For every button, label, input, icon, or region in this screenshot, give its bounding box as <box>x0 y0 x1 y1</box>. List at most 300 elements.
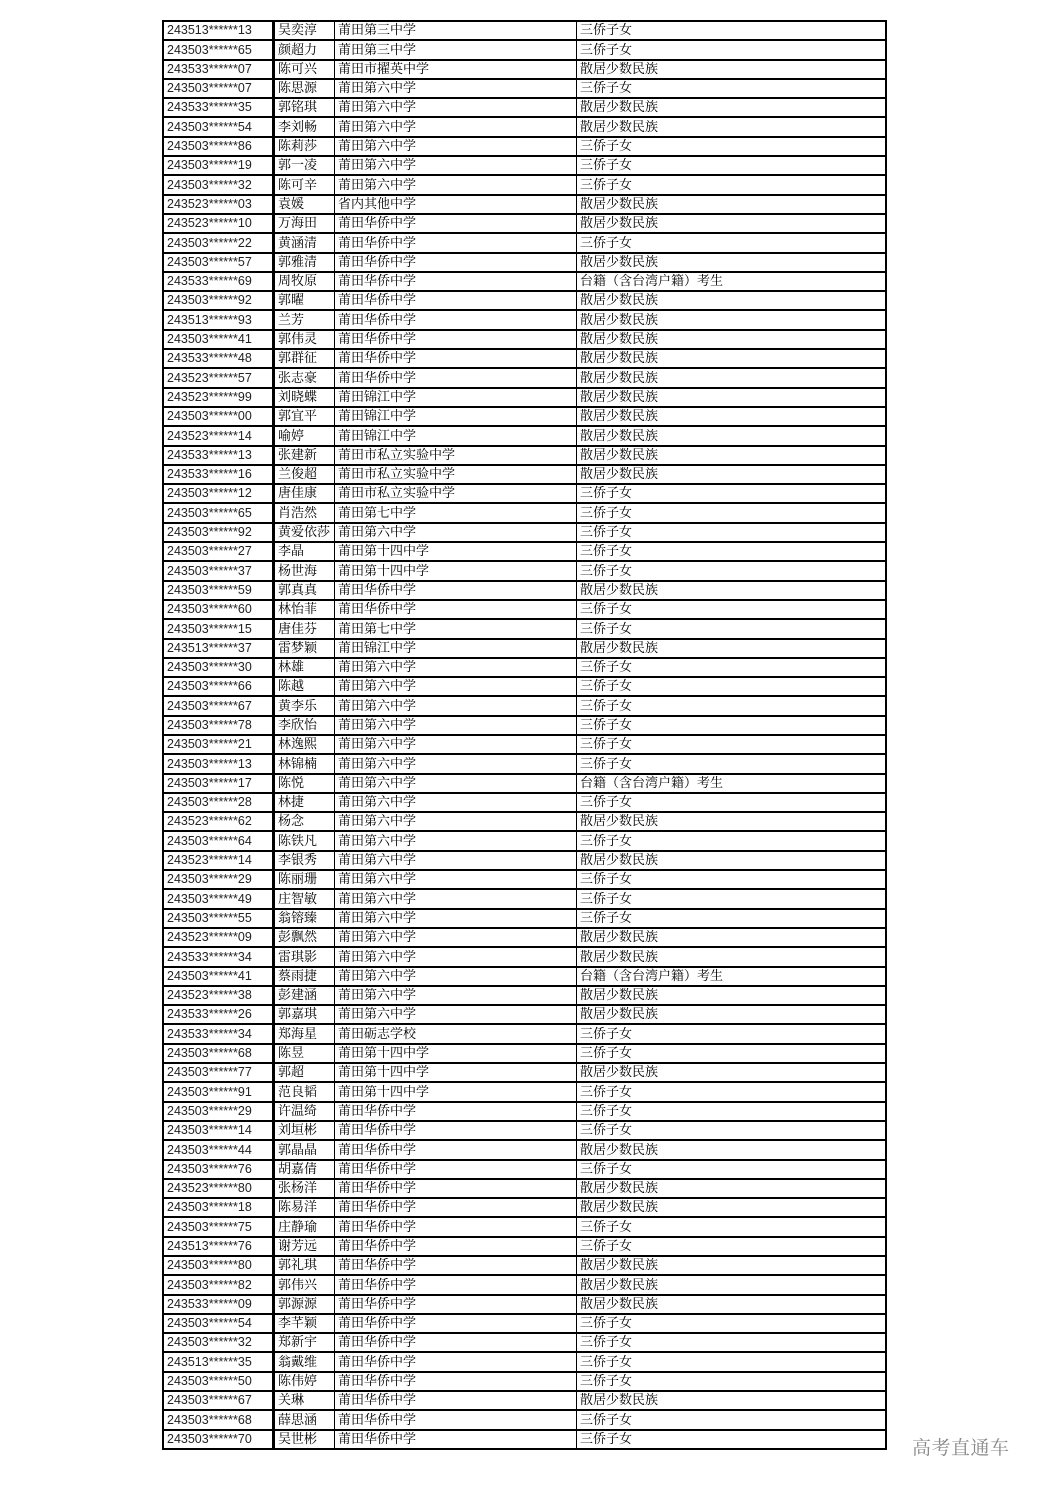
student-name-cell: 郭礼琪 <box>274 1256 335 1275</box>
student-name-cell: 陈铁凡 <box>274 831 335 850</box>
candidate-id-cell: 243523******38 <box>163 986 274 1005</box>
student-name-cell: 陈丽珊 <box>274 870 335 889</box>
table-row <box>163 523 886 542</box>
student-name-cell: 陈悦 <box>274 774 335 793</box>
category-cell: 三侨子女 <box>577 175 887 194</box>
category-cell: 三侨子女 <box>577 503 887 522</box>
candidate-id-cell: 243523******14 <box>163 426 274 445</box>
candidate-id-cell: 243503******55 <box>163 909 274 928</box>
student-name-cell: 周牧原 <box>274 272 335 291</box>
table-row <box>163 1140 886 1159</box>
table-row <box>163 1237 886 1256</box>
candidate-id-cell: 243503******37 <box>163 561 274 580</box>
table-row <box>163 754 886 773</box>
table-row <box>163 310 886 329</box>
school-cell: 莆田第六中学 <box>335 98 577 117</box>
student-name-cell: 郑新宇 <box>274 1333 335 1352</box>
student-name-cell: 庄静瑜 <box>274 1217 335 1236</box>
student-name-cell: 李晶 <box>274 542 335 561</box>
candidate-id-cell: 243523******57 <box>163 368 274 387</box>
student-name-cell: 颜超力 <box>274 40 335 59</box>
candidate-id-cell: 243503******92 <box>163 291 274 310</box>
table-row <box>163 774 886 793</box>
category-cell: 散居少数民族 <box>577 388 887 407</box>
candidate-id-cell: 243513******76 <box>163 1237 274 1256</box>
school-cell: 莆田华侨中学 <box>335 1217 577 1236</box>
candidate-id-cell: 243503******49 <box>163 889 274 908</box>
category-cell: 三侨子女 <box>577 658 887 677</box>
school-cell: 莆田华侨中学 <box>335 1333 577 1352</box>
category-cell: 三侨子女 <box>577 909 887 928</box>
candidate-table <box>162 20 887 1450</box>
category-cell: 三侨子女 <box>577 600 887 619</box>
candidate-id-cell: 243503******07 <box>163 79 274 98</box>
school-cell: 莆田市私立实验中学 <box>335 465 577 484</box>
school-cell: 莆田第六中学 <box>335 677 577 696</box>
table-row <box>163 1372 886 1391</box>
table-row <box>163 60 886 79</box>
category-cell: 三侨子女 <box>577 1410 887 1429</box>
candidate-id-cell: 243503******75 <box>163 1217 274 1236</box>
student-name-cell: 郭一凌 <box>274 156 335 175</box>
category-cell: 三侨子女 <box>577 523 887 542</box>
student-name-cell: 雷琪影 <box>274 947 335 966</box>
school-cell: 莆田华侨中学 <box>335 581 577 600</box>
table-row <box>163 889 886 908</box>
student-name-cell: 张杨洋 <box>274 1179 335 1198</box>
table-row <box>163 793 886 812</box>
table-row <box>163 426 886 445</box>
student-name-cell: 黄涵清 <box>274 233 335 252</box>
school-cell: 莆田华侨中学 <box>335 1372 577 1391</box>
table-row <box>163 195 886 214</box>
category-cell: 三侨子女 <box>577 1044 887 1063</box>
student-name-cell: 李银秀 <box>274 851 335 870</box>
school-cell: 莆田第六中学 <box>335 909 577 928</box>
school-cell: 莆田第六中学 <box>335 523 577 542</box>
student-name-cell: 薛思涵 <box>274 1410 335 1429</box>
table-row <box>163 561 886 580</box>
table-row <box>163 1275 886 1294</box>
table-row <box>163 1179 886 1198</box>
candidate-id-cell: 243503******27 <box>163 542 274 561</box>
school-cell: 莆田第六中学 <box>335 947 577 966</box>
category-cell: 三侨子女 <box>577 542 887 561</box>
school-cell: 莆田第六中学 <box>335 967 577 986</box>
candidate-id-cell: 243523******09 <box>163 928 274 947</box>
candidate-id-cell: 243533******16 <box>163 465 274 484</box>
student-name-cell: 陈莉莎 <box>274 137 335 156</box>
category-cell: 台籍（含台湾户籍）考生 <box>577 967 887 986</box>
table-row <box>163 484 886 503</box>
school-cell: 省内其他中学 <box>335 195 577 214</box>
table-row <box>163 1295 886 1314</box>
category-cell: 三侨子女 <box>577 1102 887 1121</box>
table-row <box>163 716 886 735</box>
category-cell: 三侨子女 <box>577 831 887 850</box>
candidate-id-cell: 243503******59 <box>163 581 274 600</box>
table-row <box>163 156 886 175</box>
table-row <box>163 619 886 638</box>
school-cell: 莆田华侨中学 <box>335 1179 577 1198</box>
student-name-cell: 张建新 <box>274 446 335 465</box>
category-cell: 三侨子女 <box>577 40 887 59</box>
table-row <box>163 233 886 252</box>
school-cell: 莆田第六中学 <box>335 696 577 715</box>
category-cell: 三侨子女 <box>577 156 887 175</box>
candidate-table-body <box>163 21 886 1449</box>
student-name-cell: 黄爱依莎 <box>274 523 335 542</box>
category-cell: 散居少数民族 <box>577 349 887 368</box>
candidate-id-cell: 243513******35 <box>163 1352 274 1371</box>
category-cell: 三侨子女 <box>577 619 887 638</box>
student-name-cell: 庄智敏 <box>274 889 335 908</box>
table-row <box>163 1024 886 1043</box>
category-cell: 散居少数民族 <box>577 98 887 117</box>
candidate-id-cell: 243503******41 <box>163 967 274 986</box>
school-cell: 莆田第六中学 <box>335 175 577 194</box>
candidate-id-cell: 243503******92 <box>163 523 274 542</box>
candidate-id-cell: 243503******14 <box>163 1121 274 1140</box>
school-cell: 莆田第十四中学 <box>335 1082 577 1101</box>
candidate-id-cell: 243503******29 <box>163 1102 274 1121</box>
table-row <box>163 253 886 272</box>
candidate-id-cell: 243503******70 <box>163 1430 274 1449</box>
student-name-cell: 张志豪 <box>274 368 335 387</box>
candidate-id-cell: 243533******69 <box>163 272 274 291</box>
category-cell: 三侨子女 <box>577 1160 887 1179</box>
category-cell: 散居少数民族 <box>577 310 887 329</box>
table-row <box>163 1121 886 1140</box>
category-cell: 三侨子女 <box>577 870 887 889</box>
school-cell: 莆田华侨中学 <box>335 1256 577 1275</box>
candidate-id-cell: 243503******68 <box>163 1410 274 1429</box>
table-row <box>163 1391 886 1410</box>
candidate-id-cell: 243503******64 <box>163 831 274 850</box>
candidate-id-cell: 243503******76 <box>163 1160 274 1179</box>
table-row <box>163 831 886 850</box>
student-name-cell: 万海田 <box>274 214 335 233</box>
candidate-id-cell: 243503******44 <box>163 1140 274 1159</box>
school-cell: 莆田华侨中学 <box>335 1237 577 1256</box>
table-row <box>163 291 886 310</box>
candidate-id-cell: 243503******32 <box>163 1333 274 1352</box>
student-name-cell: 郭宜平 <box>274 407 335 426</box>
school-cell: 莆田锦江中学 <box>335 388 577 407</box>
table-row <box>163 581 886 600</box>
category-cell: 三侨子女 <box>577 233 887 252</box>
school-cell: 莆田砺志学校 <box>335 1024 577 1043</box>
student-name-cell: 陈可兴 <box>274 60 335 79</box>
watermark: 高考直通车 <box>912 1437 1010 1459</box>
student-name-cell: 翁戴维 <box>274 1352 335 1371</box>
category-cell: 三侨子女 <box>577 1217 887 1236</box>
candidate-id-cell: 243503******12 <box>163 484 274 503</box>
student-name-cell: 黄李乐 <box>274 696 335 715</box>
category-cell: 三侨子女 <box>577 79 887 98</box>
candidate-id-cell: 243503******91 <box>163 1082 274 1101</box>
category-cell: 三侨子女 <box>577 793 887 812</box>
table-row <box>163 542 886 561</box>
school-cell: 莆田第六中学 <box>335 117 577 136</box>
category-cell: 三侨子女 <box>577 1352 887 1371</box>
candidate-id-cell: 243533******48 <box>163 349 274 368</box>
student-name-cell: 郑海星 <box>274 1024 335 1043</box>
category-cell: 散居少数民族 <box>577 426 887 445</box>
table-row <box>163 1217 886 1236</box>
candidate-id-cell: 243503******67 <box>163 696 274 715</box>
student-name-cell: 雷梦颖 <box>274 639 335 658</box>
student-name-cell: 彭建涵 <box>274 986 335 1005</box>
category-cell: 台籍（含台湾户籍）考生 <box>577 272 887 291</box>
candidate-id-cell: 243503******28 <box>163 793 274 812</box>
candidate-id-cell: 243503******60 <box>163 600 274 619</box>
candidate-id-cell: 243523******03 <box>163 195 274 214</box>
school-cell: 莆田第六中学 <box>335 716 577 735</box>
category-cell: 散居少数民族 <box>577 117 887 136</box>
student-name-cell: 兰俊超 <box>274 465 335 484</box>
school-cell: 莆田第六中学 <box>335 1005 577 1024</box>
candidate-id-cell: 243513******13 <box>163 21 274 40</box>
student-name-cell: 林怡菲 <box>274 600 335 619</box>
table-row <box>163 388 886 407</box>
school-cell: 莆田锦江中学 <box>335 426 577 445</box>
candidate-id-cell: 243503******15 <box>163 619 274 638</box>
student-name-cell: 郭铭琪 <box>274 98 335 117</box>
student-name-cell: 彭飘然 <box>274 928 335 947</box>
table-row <box>163 1410 886 1429</box>
table-row <box>163 1256 886 1275</box>
category-cell: 散居少数民族 <box>577 195 887 214</box>
table-row <box>163 40 886 59</box>
table-row <box>163 870 886 889</box>
student-name-cell: 谢芳远 <box>274 1237 335 1256</box>
table-row <box>163 677 886 696</box>
student-name-cell: 郭伟灵 <box>274 330 335 349</box>
category-cell: 散居少数民族 <box>577 446 887 465</box>
category-cell: 散居少数民族 <box>577 1198 887 1217</box>
student-name-cell: 刘晓蝶 <box>274 388 335 407</box>
student-name-cell: 陈越 <box>274 677 335 696</box>
student-name-cell: 喻婷 <box>274 426 335 445</box>
category-cell: 散居少数民族 <box>577 1275 887 1294</box>
school-cell: 莆田华侨中学 <box>335 214 577 233</box>
table-row <box>163 368 886 387</box>
student-name-cell: 唐佳芬 <box>274 619 335 638</box>
school-cell: 莆田第十四中学 <box>335 542 577 561</box>
category-cell: 三侨子女 <box>577 1237 887 1256</box>
school-cell: 莆田第六中学 <box>335 156 577 175</box>
candidate-id-cell: 243503******82 <box>163 1275 274 1294</box>
table-row <box>163 600 886 619</box>
category-cell: 散居少数民族 <box>577 812 887 831</box>
table-row <box>163 658 886 677</box>
category-cell: 散居少数民族 <box>577 465 887 484</box>
candidate-id-cell: 243503******67 <box>163 1391 274 1410</box>
school-cell: 莆田第七中学 <box>335 619 577 638</box>
table-row <box>163 696 886 715</box>
student-name-cell: 关琳 <box>274 1391 335 1410</box>
category-cell: 三侨子女 <box>577 137 887 156</box>
school-cell: 莆田华侨中学 <box>335 291 577 310</box>
school-cell: 莆田华侨中学 <box>335 1295 577 1314</box>
school-cell: 莆田第六中学 <box>335 774 577 793</box>
student-name-cell: 许温绮 <box>274 1102 335 1121</box>
candidate-id-cell: 243503******54 <box>163 1314 274 1333</box>
category-cell: 三侨子女 <box>577 1430 887 1449</box>
candidate-id-cell: 243533******35 <box>163 98 274 117</box>
candidate-id-cell: 243503******13 <box>163 754 274 773</box>
table-row <box>163 98 886 117</box>
table-row <box>163 1314 886 1333</box>
school-cell: 莆田华侨中学 <box>335 1352 577 1371</box>
student-name-cell: 林逸熙 <box>274 735 335 754</box>
category-cell: 散居少数民族 <box>577 60 887 79</box>
school-cell: 莆田华侨中学 <box>335 1121 577 1140</box>
category-cell: 三侨子女 <box>577 1121 887 1140</box>
school-cell: 莆田第三中学 <box>335 21 577 40</box>
table-row <box>163 349 886 368</box>
table-row <box>163 272 886 291</box>
category-cell: 三侨子女 <box>577 735 887 754</box>
candidate-id-cell: 243503******32 <box>163 175 274 194</box>
student-name-cell: 陈可辛 <box>274 175 335 194</box>
candidate-id-cell: 243533******09 <box>163 1295 274 1314</box>
school-cell: 莆田第六中学 <box>335 79 577 98</box>
table-row <box>163 465 886 484</box>
table-row <box>163 812 886 831</box>
category-cell: 散居少数民族 <box>577 928 887 947</box>
school-cell: 莆田华侨中学 <box>335 1391 577 1410</box>
student-name-cell: 郭真真 <box>274 581 335 600</box>
school-cell: 莆田第七中学 <box>335 503 577 522</box>
student-name-cell: 郭雅清 <box>274 253 335 272</box>
school-cell: 莆田华侨中学 <box>335 1102 577 1121</box>
student-name-cell: 刘垣彬 <box>274 1121 335 1140</box>
student-name-cell: 杨念 <box>274 812 335 831</box>
table-row <box>163 1160 886 1179</box>
category-cell: 散居少数民族 <box>577 330 887 349</box>
table-row <box>163 1063 886 1082</box>
table-row <box>163 1005 886 1024</box>
candidate-id-cell: 243523******80 <box>163 1179 274 1198</box>
student-name-cell: 吴世彬 <box>274 1430 335 1449</box>
student-name-cell: 郭晶晶 <box>274 1140 335 1159</box>
table-row <box>163 967 886 986</box>
candidate-id-cell: 243503******17 <box>163 774 274 793</box>
candidate-id-cell: 243503******77 <box>163 1063 274 1082</box>
school-cell: 莆田第六中学 <box>335 889 577 908</box>
category-cell: 散居少数民族 <box>577 1256 887 1275</box>
school-cell: 莆田华侨中学 <box>335 1314 577 1333</box>
table-row <box>163 21 886 40</box>
category-cell: 三侨子女 <box>577 1333 887 1352</box>
category-cell: 三侨子女 <box>577 716 887 735</box>
candidate-id-cell: 243503******57 <box>163 253 274 272</box>
student-name-cell: 郭群征 <box>274 349 335 368</box>
candidate-id-cell: 243503******65 <box>163 503 274 522</box>
school-cell: 莆田华侨中学 <box>335 1275 577 1294</box>
candidate-id-cell: 243533******34 <box>163 947 274 966</box>
table-row <box>163 1333 886 1352</box>
school-cell: 莆田第六中学 <box>335 831 577 850</box>
school-cell: 莆田锦江中学 <box>335 639 577 658</box>
table-row <box>163 947 886 966</box>
student-name-cell: 郭嘉琪 <box>274 1005 335 1024</box>
candidate-id-cell: 243503******50 <box>163 1372 274 1391</box>
candidate-id-cell: 243503******22 <box>163 233 274 252</box>
student-name-cell: 郭超 <box>274 1063 335 1082</box>
school-cell: 莆田第六中学 <box>335 137 577 156</box>
category-cell: 散居少数民族 <box>577 407 887 426</box>
student-name-cell: 林雄 <box>274 658 335 677</box>
table-row <box>163 330 886 349</box>
student-name-cell: 翁镕臻 <box>274 909 335 928</box>
table-row <box>163 137 886 156</box>
candidate-id-cell: 243503******86 <box>163 137 274 156</box>
school-cell: 莆田第十四中学 <box>335 1044 577 1063</box>
category-cell: 三侨子女 <box>577 21 887 40</box>
candidate-id-cell: 243533******34 <box>163 1024 274 1043</box>
school-cell: 莆田华侨中学 <box>335 1160 577 1179</box>
candidate-id-cell: 243513******37 <box>163 639 274 658</box>
candidate-id-cell: 243533******26 <box>163 1005 274 1024</box>
category-cell: 散居少数民族 <box>577 291 887 310</box>
student-name-cell: 兰芳 <box>274 310 335 329</box>
student-name-cell: 林捷 <box>274 793 335 812</box>
category-cell: 三侨子女 <box>577 1372 887 1391</box>
student-name-cell: 胡嘉倩 <box>274 1160 335 1179</box>
category-cell: 散居少数民族 <box>577 253 887 272</box>
table-row <box>163 1082 886 1101</box>
student-name-cell: 陈昱 <box>274 1044 335 1063</box>
school-cell: 莆田华侨中学 <box>335 233 577 252</box>
student-name-cell: 范良韬 <box>274 1082 335 1101</box>
table-row <box>163 1352 886 1371</box>
candidate-id-cell: 243533******07 <box>163 60 274 79</box>
school-cell: 莆田第六中学 <box>335 928 577 947</box>
school-cell: 莆田第六中学 <box>335 851 577 870</box>
candidate-id-cell: 243523******10 <box>163 214 274 233</box>
category-cell: 三侨子女 <box>577 1024 887 1043</box>
category-cell: 台籍（含台湾户籍）考生 <box>577 774 887 793</box>
category-cell: 散居少数民族 <box>577 986 887 1005</box>
student-name-cell: 郭曜 <box>274 291 335 310</box>
candidate-id-cell: 243503******19 <box>163 156 274 175</box>
category-cell: 三侨子女 <box>577 484 887 503</box>
school-cell: 莆田锦江中学 <box>335 407 577 426</box>
school-cell: 莆田第六中学 <box>335 812 577 831</box>
category-cell: 散居少数民族 <box>577 1295 887 1314</box>
school-cell: 莆田华侨中学 <box>335 310 577 329</box>
category-cell: 三侨子女 <box>577 677 887 696</box>
table-row <box>163 1430 886 1449</box>
category-cell: 三侨子女 <box>577 889 887 908</box>
table-row <box>163 446 886 465</box>
candidate-id-cell: 243533******13 <box>163 446 274 465</box>
table-row <box>163 79 886 98</box>
school-cell: 莆田华侨中学 <box>335 330 577 349</box>
school-cell: 莆田华侨中学 <box>335 1198 577 1217</box>
school-cell: 莆田第六中学 <box>335 870 577 889</box>
student-name-cell: 郭源源 <box>274 1295 335 1314</box>
table-row <box>163 1044 886 1063</box>
candidate-id-cell: 243503******54 <box>163 117 274 136</box>
candidate-id-cell: 243503******41 <box>163 330 274 349</box>
student-name-cell: 李芊颖 <box>274 1314 335 1333</box>
candidate-id-cell: 243503******78 <box>163 716 274 735</box>
candidate-id-cell: 243503******65 <box>163 40 274 59</box>
